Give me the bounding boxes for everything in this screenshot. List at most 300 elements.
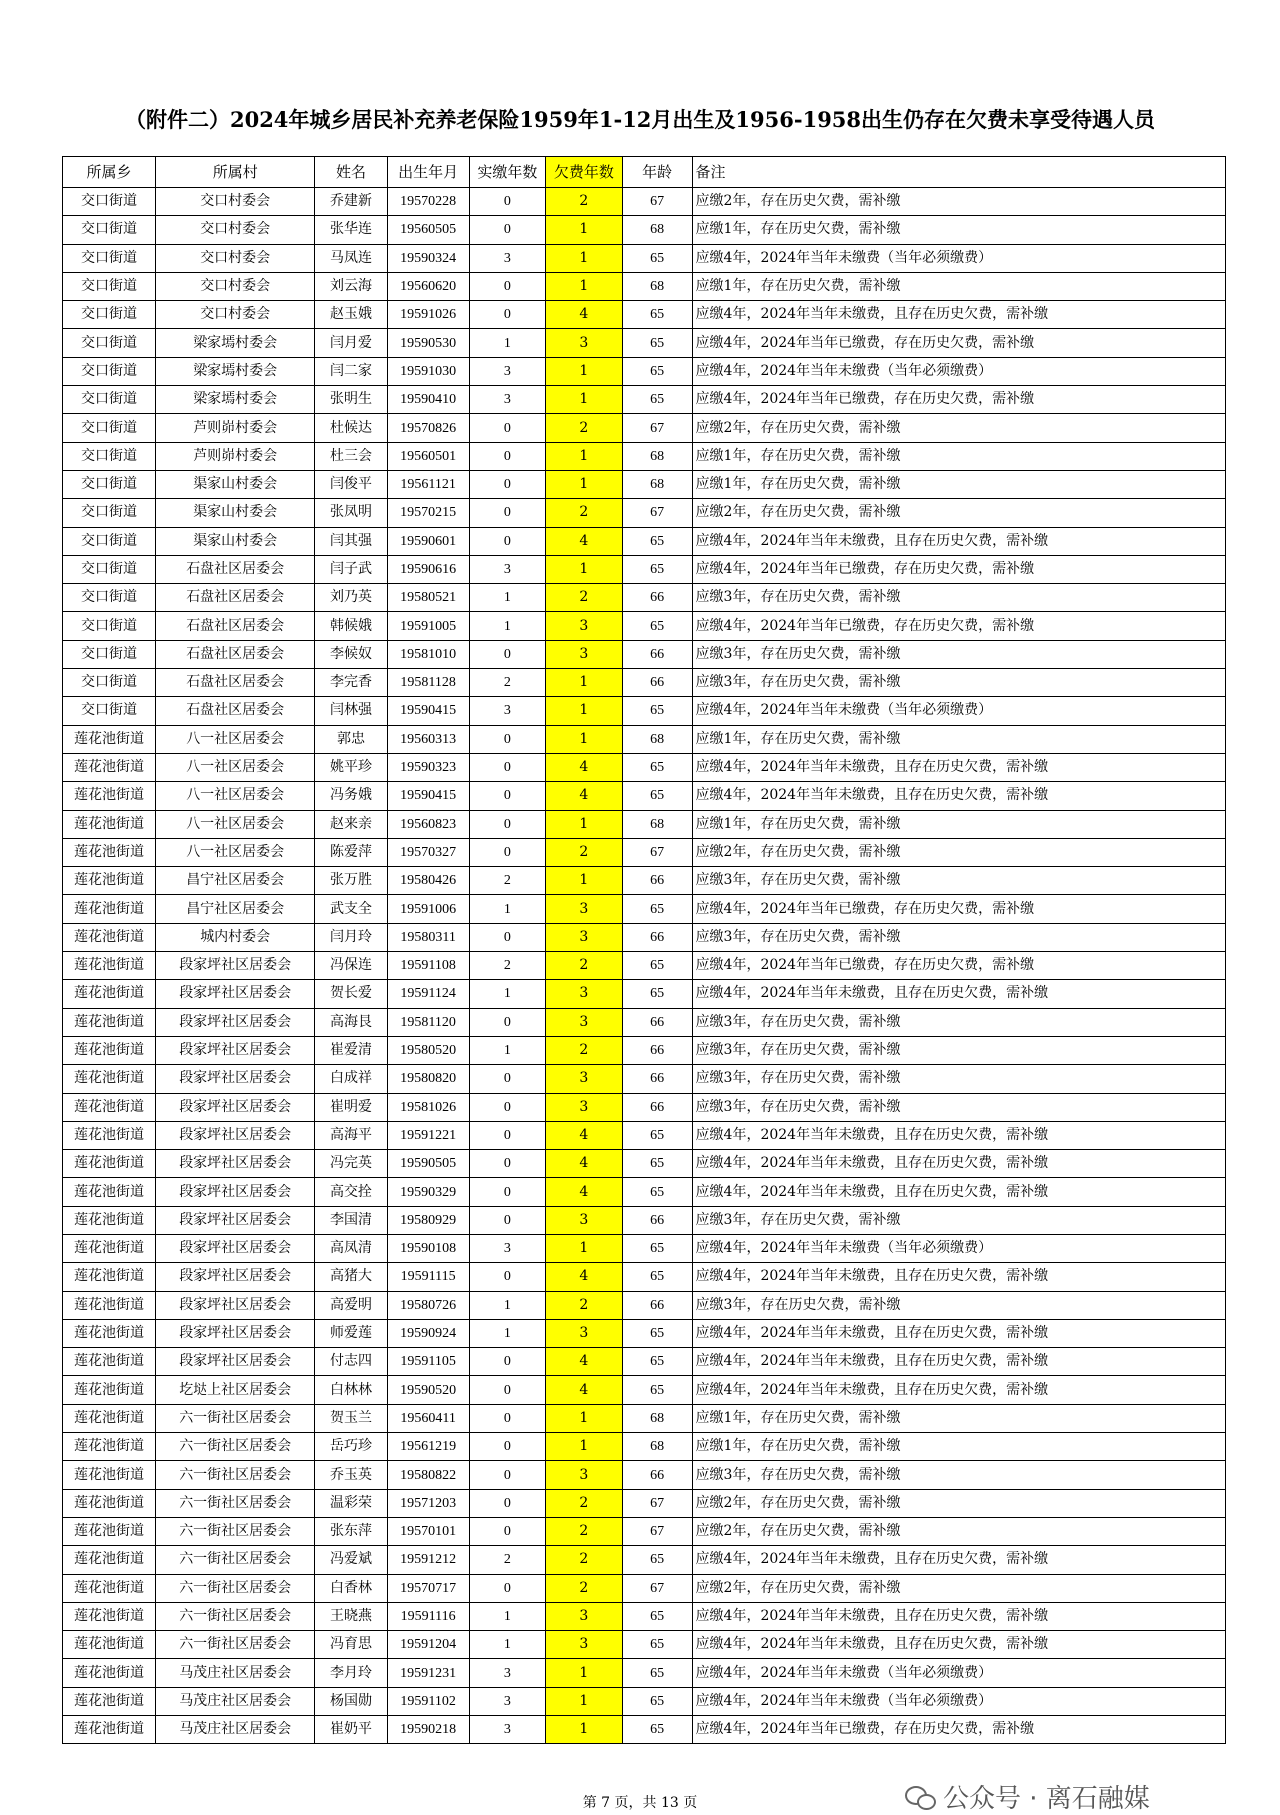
cell-paid-years: 1 xyxy=(469,612,546,640)
cell-age: 65 xyxy=(622,952,692,980)
table-row xyxy=(63,1263,1226,1291)
cell-township: 交口街道 xyxy=(63,669,156,697)
cell-birth-date: 19591221 xyxy=(387,1121,469,1149)
cell-age: 67 xyxy=(622,1489,692,1517)
cell-name: 韩候娥 xyxy=(315,612,387,640)
cell-birth-date: 19590108 xyxy=(387,1234,469,1262)
cell-remark: 应缴4年，2024年当年未缴费，且存在历史欠费，需补缴 xyxy=(692,1631,1225,1659)
cell-remark: 应缴4年，2024年当年已缴费，存在历史欠费，需补缴 xyxy=(692,555,1225,583)
cell-village: 石盘社区居委会 xyxy=(155,612,315,640)
cell-birth-date: 19580726 xyxy=(387,1291,469,1319)
arrears-table xyxy=(62,156,1226,1744)
cell-township: 莲花池街道 xyxy=(63,1206,156,1234)
cell-birth-date: 19590415 xyxy=(387,782,469,810)
cell-birth-date: 19580929 xyxy=(387,1206,469,1234)
cell-birth-date: 19591102 xyxy=(387,1687,469,1715)
cell-age: 68 xyxy=(622,442,692,470)
cell-village: 段家坪社区居委会 xyxy=(155,980,315,1008)
cell-township: 莲花池街道 xyxy=(63,1461,156,1489)
cell-village: 八一社区居委会 xyxy=(155,810,315,838)
cell-age: 66 xyxy=(622,867,692,895)
cell-arrears-years: 4 xyxy=(546,753,623,781)
cell-paid-years: 0 xyxy=(469,810,546,838)
table-row xyxy=(63,640,1226,668)
cell-paid-years: 2 xyxy=(469,1546,546,1574)
cell-arrears-years: 1 xyxy=(546,1404,623,1432)
cell-arrears-years: 3 xyxy=(546,1319,623,1347)
cell-remark: 应缴2年，存在历史欠费，需补缴 xyxy=(692,838,1225,866)
cell-paid-years: 1 xyxy=(469,329,546,357)
cell-remark: 应缴3年，存在历史欠费，需补缴 xyxy=(692,1008,1225,1036)
cell-age: 65 xyxy=(622,1263,692,1291)
cell-village: 段家坪社区居委会 xyxy=(155,1263,315,1291)
cell-village: 六一街社区居委会 xyxy=(155,1631,315,1659)
cell-village: 八一社区居委会 xyxy=(155,725,315,753)
cell-name: 杜候达 xyxy=(315,414,387,442)
cell-birth-date: 19570215 xyxy=(387,499,469,527)
cell-name: 王晓燕 xyxy=(315,1602,387,1630)
cell-arrears-years: 2 xyxy=(546,1517,623,1545)
cell-name: 闫二家 xyxy=(315,357,387,385)
cell-age: 66 xyxy=(622,584,692,612)
cell-birth-date: 19590616 xyxy=(387,555,469,583)
cell-name: 刘乃英 xyxy=(315,584,387,612)
table-row xyxy=(63,1150,1226,1178)
cell-arrears-years: 1 xyxy=(546,386,623,414)
cell-remark: 应缴2年，存在历史欠费，需补缴 xyxy=(692,1489,1225,1517)
cell-paid-years: 0 xyxy=(469,1121,546,1149)
cell-paid-years: 0 xyxy=(469,272,546,300)
table-row xyxy=(63,1602,1226,1630)
table-row xyxy=(63,499,1226,527)
cell-remark: 应缴4年，2024年当年未缴费，且存在历史欠费，需补缴 xyxy=(692,527,1225,555)
cell-name: 张凤明 xyxy=(315,499,387,527)
cell-township: 莲花池街道 xyxy=(63,838,156,866)
cell-township: 交口街道 xyxy=(63,272,156,300)
cell-birth-date: 19560505 xyxy=(387,216,469,244)
cell-arrears-years: 2 xyxy=(546,1574,623,1602)
cell-remark: 应缴1年，存在历史欠费，需补缴 xyxy=(692,725,1225,753)
cell-remark: 应缴4年，2024年当年已缴费，存在历史欠费，需补缴 xyxy=(692,895,1225,923)
cell-birth-date: 19580822 xyxy=(387,1461,469,1489)
cell-paid-years: 0 xyxy=(469,1461,546,1489)
cell-birth-date: 19561219 xyxy=(387,1433,469,1461)
cell-village: 六一街社区居委会 xyxy=(155,1433,315,1461)
cell-age: 68 xyxy=(622,810,692,838)
cell-township: 莲花池街道 xyxy=(63,867,156,895)
table-row xyxy=(63,555,1226,583)
cell-paid-years: 0 xyxy=(469,1093,546,1121)
cell-name: 杨国勋 xyxy=(315,1687,387,1715)
cell-birth-date: 19560823 xyxy=(387,810,469,838)
table-row xyxy=(63,1659,1226,1687)
cell-age: 65 xyxy=(622,329,692,357)
table-row xyxy=(63,1461,1226,1489)
cell-remark: 应缴1年，存在历史欠费，需补缴 xyxy=(692,442,1225,470)
cell-paid-years: 0 xyxy=(469,1263,546,1291)
cell-birth-date: 19581026 xyxy=(387,1093,469,1121)
cell-age: 65 xyxy=(622,1716,692,1744)
cell-name: 张东萍 xyxy=(315,1517,387,1545)
cell-name: 高凤清 xyxy=(315,1234,387,1262)
cell-township: 莲花池街道 xyxy=(63,895,156,923)
cell-township: 交口街道 xyxy=(63,499,156,527)
cell-paid-years: 3 xyxy=(469,1659,546,1687)
cell-paid-years: 0 xyxy=(469,1574,546,1602)
cell-village: 段家坪社区居委会 xyxy=(155,1093,315,1121)
cell-birth-date: 19560501 xyxy=(387,442,469,470)
cell-name: 高海平 xyxy=(315,1121,387,1149)
cell-name: 闫月爱 xyxy=(315,329,387,357)
cell-age: 66 xyxy=(622,640,692,668)
cell-birth-date: 19570826 xyxy=(387,414,469,442)
cell-remark: 应缴3年，存在历史欠费，需补缴 xyxy=(692,923,1225,951)
cell-township: 交口街道 xyxy=(63,216,156,244)
cell-name: 贺玉兰 xyxy=(315,1404,387,1432)
cell-arrears-years: 3 xyxy=(546,895,623,923)
cell-name: 李候奴 xyxy=(315,640,387,668)
cell-village: 段家坪社区居委会 xyxy=(155,952,315,980)
cell-age: 65 xyxy=(622,1348,692,1376)
cell-paid-years: 3 xyxy=(469,1687,546,1715)
cell-remark: 应缴4年，2024年当年未缴费（当年必须缴费） xyxy=(692,244,1225,272)
cell-paid-years: 3 xyxy=(469,555,546,583)
table-row xyxy=(63,386,1226,414)
table-row xyxy=(63,1206,1226,1234)
cell-age: 65 xyxy=(622,1602,692,1630)
cell-birth-date: 19580520 xyxy=(387,1036,469,1064)
cell-village: 石盘社区居委会 xyxy=(155,640,315,668)
cell-paid-years: 0 xyxy=(469,470,546,498)
cell-village: 段家坪社区居委会 xyxy=(155,1206,315,1234)
cell-birth-date: 19591005 xyxy=(387,612,469,640)
table-row xyxy=(63,1065,1226,1093)
cell-village: 段家坪社区居委会 xyxy=(155,1036,315,1064)
cell-birth-date: 19591116 xyxy=(387,1602,469,1630)
cell-township: 交口街道 xyxy=(63,244,156,272)
cell-arrears-years: 4 xyxy=(546,782,623,810)
cell-remark: 应缴2年，存在历史欠费，需补缴 xyxy=(692,188,1225,216)
cell-age: 65 xyxy=(622,301,692,329)
table-row xyxy=(63,1376,1226,1404)
cell-name: 高爱明 xyxy=(315,1291,387,1319)
cell-age: 65 xyxy=(622,980,692,1008)
cell-village: 渠家山村委会 xyxy=(155,470,315,498)
cell-arrears-years: 4 xyxy=(546,1263,623,1291)
cell-village: 梁家墕村委会 xyxy=(155,329,315,357)
cell-arrears-years: 3 xyxy=(546,1008,623,1036)
cell-paid-years: 0 xyxy=(469,753,546,781)
table-row xyxy=(63,838,1226,866)
cell-name: 闫月玲 xyxy=(315,923,387,951)
cell-remark: 应缴3年，存在历史欠费，需补缴 xyxy=(692,1093,1225,1121)
cell-birth-date: 19591231 xyxy=(387,1659,469,1687)
cell-paid-years: 0 xyxy=(469,1517,546,1545)
cell-township: 莲花池街道 xyxy=(63,1291,156,1319)
cell-age: 66 xyxy=(622,1093,692,1121)
cell-arrears-years: 3 xyxy=(546,1206,623,1234)
cell-birth-date: 19590323 xyxy=(387,753,469,781)
cell-age: 65 xyxy=(622,1178,692,1206)
cell-paid-years: 1 xyxy=(469,1602,546,1630)
cell-name: 贺长爱 xyxy=(315,980,387,1008)
cell-paid-years: 2 xyxy=(469,669,546,697)
cell-village: 六一街社区居委会 xyxy=(155,1404,315,1432)
cell-township: 交口街道 xyxy=(63,414,156,442)
cell-township: 莲花池街道 xyxy=(63,923,156,951)
cell-name: 武支全 xyxy=(315,895,387,923)
cell-age: 67 xyxy=(622,838,692,866)
table-row xyxy=(63,1631,1226,1659)
cell-name: 杜三会 xyxy=(315,442,387,470)
cell-remark: 应缴3年，存在历史欠费，需补缴 xyxy=(692,1206,1225,1234)
cell-village: 马茂庄社区居委会 xyxy=(155,1659,315,1687)
cell-village: 渠家山村委会 xyxy=(155,499,315,527)
cell-birth-date: 19591212 xyxy=(387,1546,469,1574)
cell-paid-years: 0 xyxy=(469,499,546,527)
cell-arrears-years: 4 xyxy=(546,1150,623,1178)
table-row xyxy=(63,895,1226,923)
cell-village: 石盘社区居委会 xyxy=(155,584,315,612)
cell-arrears-years: 1 xyxy=(546,697,623,725)
cell-arrears-years: 2 xyxy=(546,188,623,216)
table-row xyxy=(63,669,1226,697)
cell-name: 付志四 xyxy=(315,1348,387,1376)
table-row xyxy=(63,782,1226,810)
cell-age: 65 xyxy=(622,357,692,385)
table-row xyxy=(63,923,1226,951)
cell-paid-years: 0 xyxy=(469,414,546,442)
cell-name: 李完香 xyxy=(315,669,387,697)
cell-paid-years: 0 xyxy=(469,1178,546,1206)
cell-arrears-years: 2 xyxy=(546,1489,623,1517)
cell-village: 段家坪社区居委会 xyxy=(155,1121,315,1149)
cell-village: 石盘社区居委会 xyxy=(155,555,315,583)
table-row xyxy=(63,1319,1226,1347)
cell-name: 赵玉娥 xyxy=(315,301,387,329)
cell-birth-date: 19581120 xyxy=(387,1008,469,1036)
cell-paid-years: 1 xyxy=(469,584,546,612)
cell-remark: 应缴4年，2024年当年已缴费，存在历史欠费，需补缴 xyxy=(692,1716,1225,1744)
cell-township: 交口街道 xyxy=(63,329,156,357)
cell-remark: 应缴3年，存在历史欠费，需补缴 xyxy=(692,1461,1225,1489)
cell-birth-date: 19590601 xyxy=(387,527,469,555)
cell-village: 八一社区居委会 xyxy=(155,753,315,781)
cell-village: 圪垯上社区居委会 xyxy=(155,1376,315,1404)
cell-township: 莲花池街道 xyxy=(63,1716,156,1744)
cell-village: 渠家山村委会 xyxy=(155,527,315,555)
cell-township: 莲花池街道 xyxy=(63,1348,156,1376)
cell-name: 师爱莲 xyxy=(315,1319,387,1347)
cell-name: 赵来亲 xyxy=(315,810,387,838)
cell-name: 闫子武 xyxy=(315,555,387,583)
cell-remark: 应缴2年，存在历史欠费，需补缴 xyxy=(692,1517,1225,1545)
cell-arrears-years: 1 xyxy=(546,357,623,385)
cell-village: 段家坪社区居委会 xyxy=(155,1065,315,1093)
cell-birth-date: 19561121 xyxy=(387,470,469,498)
cell-arrears-years: 1 xyxy=(546,216,623,244)
table-row xyxy=(63,1036,1226,1064)
cell-name: 高交拴 xyxy=(315,1178,387,1206)
cell-name: 白成祥 xyxy=(315,1065,387,1093)
cell-remark: 应缴3年，存在历史欠费，需补缴 xyxy=(692,867,1225,895)
cell-name: 冯育思 xyxy=(315,1631,387,1659)
cell-arrears-years: 3 xyxy=(546,640,623,668)
cell-village: 交口村委会 xyxy=(155,301,315,329)
cell-village: 交口村委会 xyxy=(155,188,315,216)
cell-township: 交口街道 xyxy=(63,697,156,725)
table-row xyxy=(63,1121,1226,1149)
cell-age: 65 xyxy=(622,895,692,923)
cell-remark: 应缴4年，2024年当年未缴费，且存在历史欠费，需补缴 xyxy=(692,1263,1225,1291)
cell-arrears-years: 1 xyxy=(546,1687,623,1715)
cell-age: 66 xyxy=(622,669,692,697)
cell-remark: 应缴4年，2024年当年未缴费，且存在历史欠费，需补缴 xyxy=(692,1150,1225,1178)
cell-remark: 应缴4年，2024年当年未缴费（当年必须缴费） xyxy=(692,697,1225,725)
cell-remark: 应缴4年，2024年当年未缴费（当年必须缴费） xyxy=(692,357,1225,385)
cell-village: 马茂庄社区居委会 xyxy=(155,1716,315,1744)
cell-village: 段家坪社区居委会 xyxy=(155,1348,315,1376)
cell-arrears-years: 3 xyxy=(546,1065,623,1093)
cell-remark: 应缴2年，存在历史欠费，需补缴 xyxy=(692,414,1225,442)
table-row xyxy=(63,1348,1226,1376)
cell-village: 六一街社区居委会 xyxy=(155,1602,315,1630)
cell-remark: 应缴4年，2024年当年未缴费，且存在历史欠费，需补缴 xyxy=(692,782,1225,810)
cell-birth-date: 19591026 xyxy=(387,301,469,329)
cell-name: 冯务娥 xyxy=(315,782,387,810)
cell-name: 闫林强 xyxy=(315,697,387,725)
cell-remark: 应缴4年，2024年当年未缴费，且存在历史欠费，需补缴 xyxy=(692,1546,1225,1574)
cell-name: 陈爱萍 xyxy=(315,838,387,866)
cell-arrears-years: 2 xyxy=(546,1036,623,1064)
table-row xyxy=(63,1687,1226,1715)
cell-name: 张明生 xyxy=(315,386,387,414)
cell-birth-date: 19591124 xyxy=(387,980,469,1008)
cell-name: 乔玉英 xyxy=(315,1461,387,1489)
cell-birth-date: 19590324 xyxy=(387,244,469,272)
cell-paid-years: 3 xyxy=(469,244,546,272)
cell-name: 高海艮 xyxy=(315,1008,387,1036)
header-village: 所属村 xyxy=(155,157,315,188)
cell-arrears-years: 3 xyxy=(546,1461,623,1489)
cell-paid-years: 1 xyxy=(469,1631,546,1659)
cell-arrears-years: 4 xyxy=(546,301,623,329)
cell-name: 白林林 xyxy=(315,1376,387,1404)
cell-name: 白香林 xyxy=(315,1574,387,1602)
cell-paid-years: 0 xyxy=(469,1376,546,1404)
cell-paid-years: 3 xyxy=(469,697,546,725)
cell-age: 65 xyxy=(622,1687,692,1715)
cell-age: 65 xyxy=(622,612,692,640)
cell-age: 66 xyxy=(622,1008,692,1036)
cell-age: 66 xyxy=(622,1461,692,1489)
cell-paid-years: 3 xyxy=(469,357,546,385)
cell-remark: 应缴4年，2024年当年未缴费（当年必须缴费） xyxy=(692,1659,1225,1687)
cell-paid-years: 1 xyxy=(469,1319,546,1347)
cell-arrears-years: 4 xyxy=(546,1121,623,1149)
cell-arrears-years: 3 xyxy=(546,1602,623,1630)
cell-age: 68 xyxy=(622,272,692,300)
cell-village: 交口村委会 xyxy=(155,216,315,244)
cell-arrears-years: 1 xyxy=(546,470,623,498)
cell-remark: 应缴4年，2024年当年未缴费，且存在历史欠费，需补缴 xyxy=(692,1602,1225,1630)
cell-remark: 应缴2年，存在历史欠费，需补缴 xyxy=(692,1574,1225,1602)
cell-village: 梁家墕村委会 xyxy=(155,386,315,414)
table-row xyxy=(63,753,1226,781)
cell-arrears-years: 1 xyxy=(546,272,623,300)
table-row xyxy=(63,1716,1226,1744)
cell-name: 闫其强 xyxy=(315,527,387,555)
cell-township: 交口街道 xyxy=(63,301,156,329)
cell-arrears-years: 2 xyxy=(546,414,623,442)
cell-arrears-years: 3 xyxy=(546,612,623,640)
cell-name: 张华连 xyxy=(315,216,387,244)
cell-arrears-years: 4 xyxy=(546,1178,623,1206)
cell-village: 交口村委会 xyxy=(155,244,315,272)
cell-township: 莲花池街道 xyxy=(63,753,156,781)
table-row xyxy=(63,272,1226,300)
cell-township: 交口街道 xyxy=(63,386,156,414)
cell-arrears-years: 1 xyxy=(546,442,623,470)
cell-birth-date: 19590924 xyxy=(387,1319,469,1347)
cell-arrears-years: 1 xyxy=(546,555,623,583)
cell-township: 莲花池街道 xyxy=(63,1687,156,1715)
cell-arrears-years: 1 xyxy=(546,867,623,895)
cell-remark: 应缴2年，存在历史欠费，需补缴 xyxy=(692,499,1225,527)
cell-township: 交口街道 xyxy=(63,640,156,668)
page-footer: 第 7 页，共 13 页 xyxy=(582,1795,698,1811)
table-row xyxy=(63,329,1226,357)
cell-name: 温彩荣 xyxy=(315,1489,387,1517)
cell-age: 68 xyxy=(622,1433,692,1461)
cell-birth-date: 19590415 xyxy=(387,697,469,725)
cell-township: 交口街道 xyxy=(63,470,156,498)
header-paid-years: 实缴年数 xyxy=(469,157,546,188)
cell-name: 刘云海 xyxy=(315,272,387,300)
table-row xyxy=(63,1404,1226,1432)
cell-township: 交口街道 xyxy=(63,527,156,555)
cell-birth-date: 19590505 xyxy=(387,1150,469,1178)
cell-paid-years: 0 xyxy=(469,301,546,329)
cell-paid-years: 0 xyxy=(469,1404,546,1432)
cell-remark: 应缴4年，2024年当年未缴费（当年必须缴费） xyxy=(692,1234,1225,1262)
cell-village: 段家坪社区居委会 xyxy=(155,1319,315,1347)
cell-arrears-years: 4 xyxy=(546,527,623,555)
cell-remark: 应缴3年，存在历史欠费，需补缴 xyxy=(692,584,1225,612)
cell-age: 65 xyxy=(622,555,692,583)
cell-name: 冯完英 xyxy=(315,1150,387,1178)
cell-township: 莲花池街道 xyxy=(63,1404,156,1432)
cell-age: 65 xyxy=(622,1234,692,1262)
cell-township: 交口街道 xyxy=(63,357,156,385)
cell-arrears-years: 1 xyxy=(546,1433,623,1461)
cell-age: 66 xyxy=(622,1206,692,1234)
header-township: 所属乡 xyxy=(63,157,156,188)
cell-paid-years: 0 xyxy=(469,1433,546,1461)
cell-age: 65 xyxy=(622,1121,692,1149)
cell-name: 崔明爱 xyxy=(315,1093,387,1121)
header-name: 姓名 xyxy=(315,157,387,188)
table-row xyxy=(63,810,1226,838)
cell-age: 65 xyxy=(622,1546,692,1574)
cell-village: 昌宁社区居委会 xyxy=(155,895,315,923)
cell-arrears-years: 1 xyxy=(546,1234,623,1262)
cell-paid-years: 0 xyxy=(469,838,546,866)
cell-remark: 应缴3年，存在历史欠费，需补缴 xyxy=(692,1065,1225,1093)
cell-birth-date: 19580521 xyxy=(387,584,469,612)
cell-remark: 应缴4年，2024年当年已缴费，存在历史欠费，需补缴 xyxy=(692,329,1225,357)
table-row xyxy=(63,301,1226,329)
